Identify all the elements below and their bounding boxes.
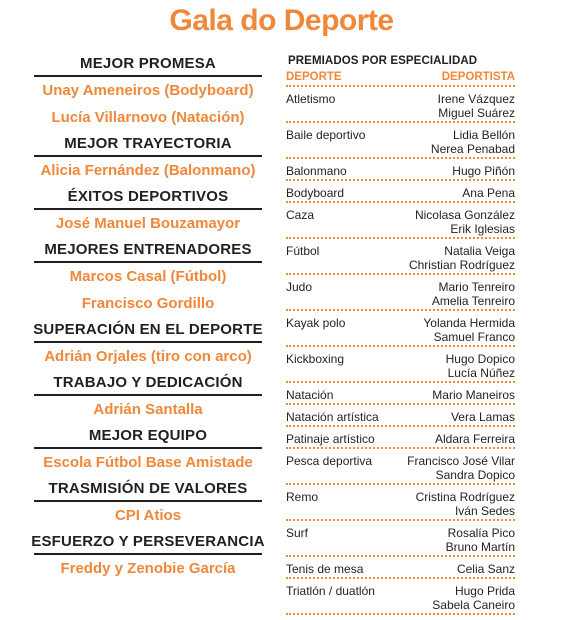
athlete-name: Hugo Prida (454, 584, 515, 598)
athlete-name: Vera Lamas (450, 410, 515, 424)
athlete-name: Hugo Dopico (445, 352, 515, 366)
award-winner: Francisco Gordillo (81, 295, 215, 312)
award-winner: Freddy y Zenobie García (60, 560, 236, 577)
athletes-cell (457, 562, 515, 576)
athlete-name: Rosalía Pico (447, 526, 515, 540)
award-category: MEJOR PROMESA (34, 51, 262, 77)
specialty-title: PREMIADOS POR ESPECIALIDAD (288, 55, 478, 67)
sport-cell: Tenis de mesa (286, 562, 364, 576)
athletes-cell (431, 128, 515, 156)
table-row (286, 239, 515, 275)
sport-cell: Atletismo (286, 92, 336, 106)
athletes-cell (432, 584, 515, 612)
table-row (286, 449, 515, 485)
athletes-cell (462, 186, 515, 200)
table-row (286, 123, 515, 159)
award-category: MEJOR EQUIPO (34, 423, 262, 449)
athlete-name: Lucía Núñez (447, 366, 515, 380)
table-row (286, 383, 515, 405)
award-winner: Lucía Villarnovo (Natación) (51, 109, 245, 126)
athletes-cell (432, 388, 515, 402)
table-row (286, 203, 515, 239)
athletes-cell (451, 410, 515, 424)
award-winner: Alicia Fernández (Balonmano) (40, 162, 256, 179)
athlete-name: Sabela Caneiro (432, 598, 515, 612)
sport-cell: Balonmano (286, 164, 347, 178)
athlete-name: Miguel Suárez (438, 106, 515, 120)
athlete-name: Celia Sanz (456, 562, 515, 576)
athlete-name: Francisco José Vilar (407, 454, 515, 468)
award-category: ÉXITOS DEPORTIVOS (34, 184, 262, 210)
athlete-name: Natalia Veiga (444, 244, 515, 258)
award-category: TRASMISIÓN DE VALORES (34, 476, 262, 502)
column-header-athlete: DEPORTISTA (441, 71, 515, 83)
sport-cell: Baile deportivo (286, 128, 366, 142)
column-header-sport: DEPORTE (286, 71, 342, 83)
award-category: MEJORES ENTRENADORES (34, 237, 262, 263)
athletes-cell (432, 280, 515, 308)
sport-cell: Kickboxing (286, 352, 345, 366)
sport-cell: Pesca deportiva (286, 454, 373, 468)
athlete-name: Yolanda Hermida (423, 316, 515, 330)
athlete-name: Ana Pena (462, 186, 515, 200)
awards-list (31, 51, 265, 582)
athlete-name: Cristina Rodríguez (415, 490, 515, 504)
table-row (286, 427, 515, 449)
sport-cell: Fútbol (286, 244, 320, 258)
athlete-name: Hugo Piñón (452, 164, 515, 178)
table-row (286, 557, 515, 579)
award-winner: José Manuel Bouzamayor (55, 215, 241, 232)
award-category: TRABAJO Y DEDICACIÓN (34, 370, 262, 396)
table-row (286, 181, 515, 203)
athletes-cell (409, 244, 515, 272)
athletes-cell (446, 526, 515, 554)
award-category: ESFUERZO Y PERSEVERANCIA (34, 529, 262, 555)
specialty-table (286, 55, 515, 615)
table-row (286, 485, 515, 521)
table-row (286, 311, 515, 347)
athlete-name: Nicolasa González (414, 208, 515, 222)
sport-cell: Patinaje artístico (286, 432, 375, 446)
athlete-name: Nerea Penabad (430, 142, 515, 156)
athlete-name: Mario Maneiros (432, 388, 515, 402)
sport-cell: Judo (286, 280, 313, 294)
award-winner: Adrián Orjales (tiro con arco) (44, 348, 252, 365)
award-winner: Marcos Casal (Fútbol) (69, 268, 227, 285)
table-row (286, 405, 515, 427)
athlete-name: Amelia Tenreiro (431, 294, 515, 308)
athlete-name: Erik Iglesias (450, 222, 515, 236)
award-winner: Unay Ameneiros (Bodyboard) (42, 82, 254, 99)
table-row (286, 347, 515, 383)
sport-cell: Caza (286, 208, 315, 222)
sport-cell: Natación (286, 388, 334, 402)
athlete-name: Lidia Bellón (452, 128, 515, 142)
sport-cell: Natación artística (286, 410, 379, 424)
athletes-cell (435, 432, 515, 446)
athletes-cell (452, 164, 515, 178)
sport-cell: Remo (286, 490, 319, 504)
athlete-name: Iván Sedes (454, 504, 515, 518)
athletes-cell (423, 316, 515, 344)
sport-cell: Triatlón / duatlón (286, 584, 375, 598)
athlete-name: Irene Vázquez (437, 92, 515, 106)
award-category: MEJOR TRAYECTORIA (34, 131, 262, 157)
table-row (286, 579, 515, 615)
athletes-cell (438, 92, 515, 120)
table-header (286, 71, 515, 87)
athletes-cell (446, 352, 515, 380)
table-row (286, 521, 515, 557)
page-title: Gala do Deporte (169, 4, 394, 37)
sport-cell: Surf (286, 526, 309, 540)
sport-cell: Bodyboard (286, 186, 345, 200)
award-winner: Escola Fútbol Base Amistade (43, 454, 253, 471)
athlete-name: Christian Rodríguez (408, 258, 515, 272)
sport-cell: Kayak polo (286, 316, 346, 330)
table-row (286, 275, 515, 311)
athlete-name: Aldara Ferreira (434, 432, 515, 446)
award-winner: CPI Atios (114, 507, 182, 524)
athletes-cell (407, 454, 515, 482)
table-row (286, 87, 515, 123)
athlete-name: Samuel Franco (433, 330, 515, 344)
award-winner: Adrián Santalla (93, 401, 203, 418)
athlete-name: Bruno Martín (445, 540, 515, 554)
athlete-name: Mario Tenreiro (438, 280, 515, 294)
table-body (286, 87, 515, 615)
award-category: SUPERACIÓN EN EL DEPORTE (34, 317, 262, 343)
table-row (286, 159, 515, 181)
athletes-cell (416, 490, 515, 518)
athletes-cell (415, 208, 515, 236)
athlete-name: Sandra Dopico (435, 468, 515, 482)
